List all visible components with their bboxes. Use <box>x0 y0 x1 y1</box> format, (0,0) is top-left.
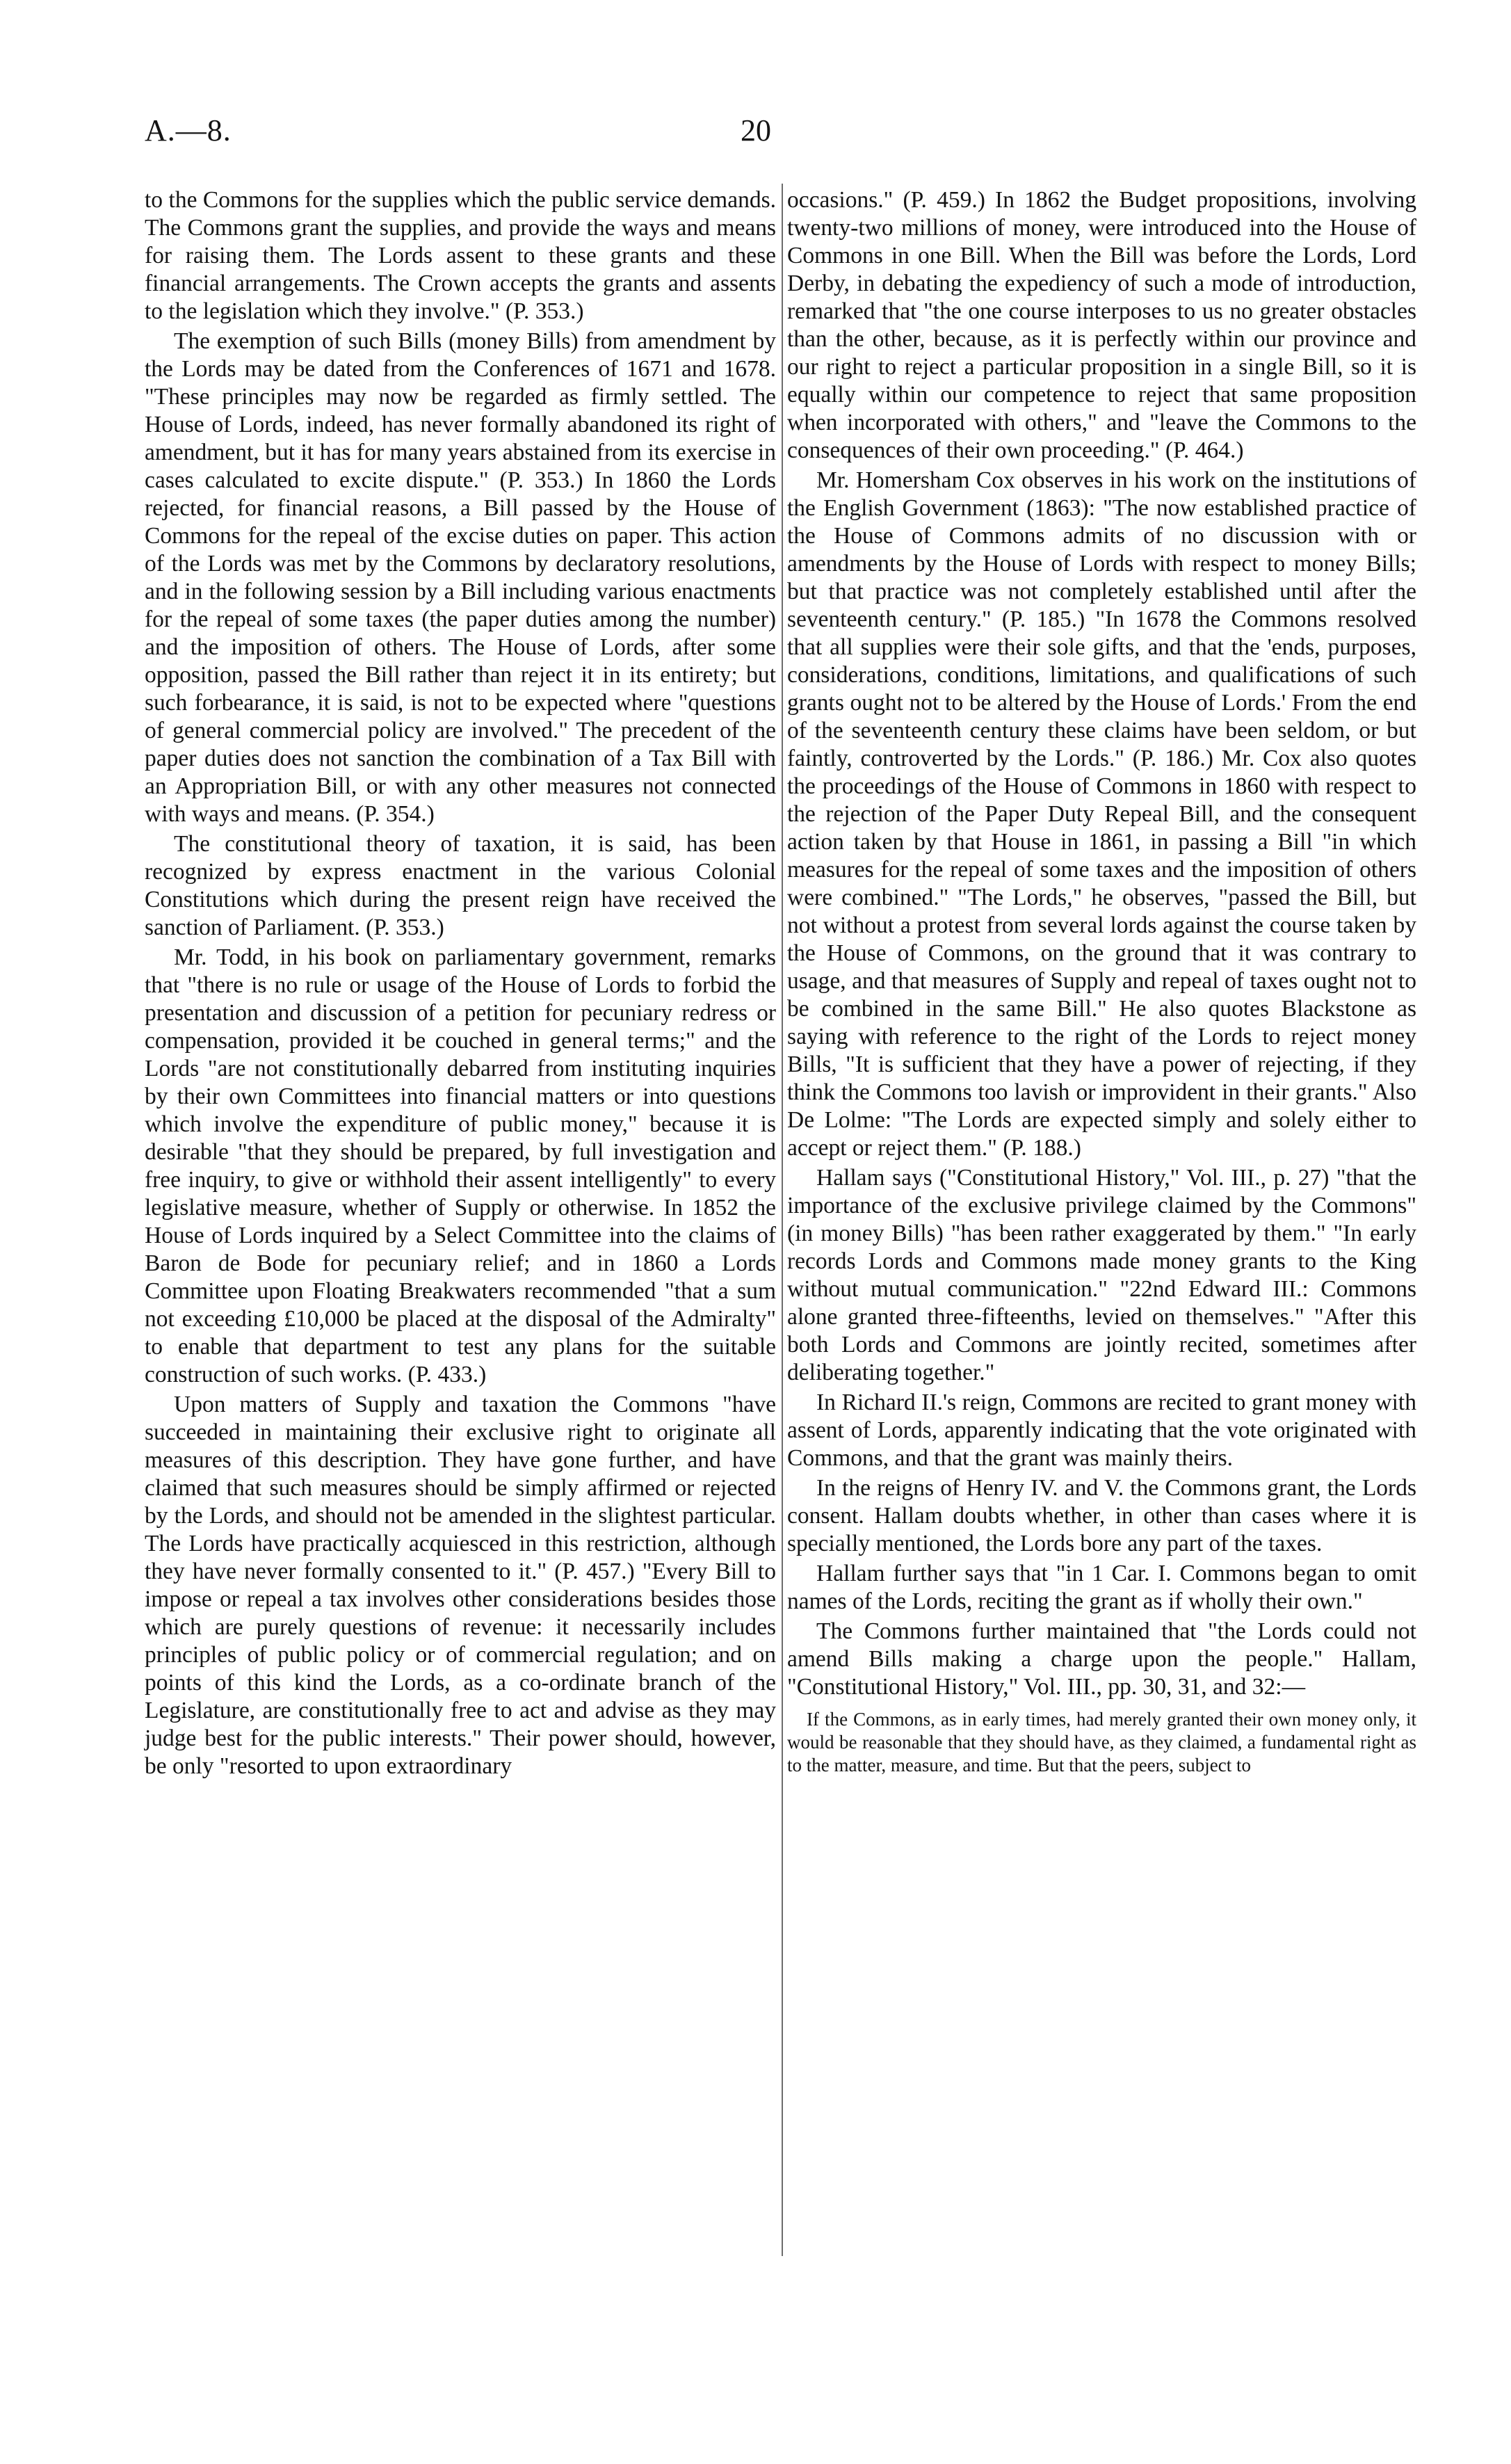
paragraph: In Richard II.'s reign, Commons are recited to grant money with assent of Lords, apparently indicating that the vote originated with Commons, and that the grant was mainly theirs. <box>787 1390 1416 1471</box>
right-column <box>787 186 1416 1777</box>
paragraph: to the Commons for the supplies which the public service demands. The Commons grant the supplies, and provide the ways and means for raising them. The Lords assent to these grants and these financial arrangements. The Crown accepts the grants and assents to the legislation which they involve." (P. 353.) <box>145 187 776 324</box>
paragraph: The Commons further maintained that "the Lords could not amend Bills making a charge upon the people." Hallam, "Constitutional History," Vol. III., pp. 30, 31, and 32:— <box>787 1618 1416 1700</box>
paragraph: Hallam says ("Constitutional History," Vol. III., p. 27) "that the importance of the exclusive privilege claimed by the Commons" (in money Bills) "has been rather exaggerated by them." "In early records Lords and Commons made money grants to the King without mutual communication." "22nd Edward III.: Commons alone granted three-fifteenths, levied on themselves." "After this both Lords and Commons are jointly recited, sometimes after deliberating together." <box>787 1165 1416 1385</box>
paragraph: Mr. Todd, in his book on parliamentary government, remarks that "there is no rule or usage of the House of Lords to forbid the presentation and discussion of a petition for pecuniary redress or compensation, provided it be couched in general terms;" and the Lords "are not constitutionally debarred from instituting inquiries by their own Committees into financial matters or into questions which involve the expenditure of public money," because it is desirable "that they should be prepared, by full investigation and free inquiry, to give or withhold their assent intelligently" to every legislative measure, whether of Supply or otherwise. In 1852 the House of Lords inquired by a Select Committee into the claims of Baron de Bode for pecuniary relief; and in 1860 a Lords Committee upon Floating Breakwaters recommended "that a sum not exceeding £10,000 be placed at the disposal of the Admiralty" to enable that department to test any plans for the suitable construction of such works. (P. 433.) <box>145 944 776 1387</box>
left-column <box>145 186 776 1780</box>
column-divider <box>782 184 783 2256</box>
block-quote: If the Commons, as in early times, had merely granted their own money only, it would be reasonable that they should have, as they claimed, a fundamental right as to the matter, measure, and time. But that the peers, subject to <box>787 1709 1416 1775</box>
paragraph: Mr. Homersham Cox observes in his work on the institutions of the English Government (1863): "The now established practice of the House of Commons admits of no discussion with or amendments by the House of Lords with respect to money Bills; but that practice was not completely established until after the seventeenth century." (P. 185.) "In 1678 the Commons resolved that all supplies were their sole gifts, and that the 'ends, purposes, considerations, conditions, limitations, and qualifications of such grants ought not to be altered by the House of Lords.' From the end of the seventeenth century these claims have been seldom, or but faintly, controverted by the Lords." (P. 186.) Mr. Cox also quotes the proceedings of the House of Commons in 1860 with respect to the rejection of the Paper Duty Repeal Bill, and the consequent action taken by that House in 1861, in passing a Bill "in which measures for the repeal of some taxes and the imposition of others were combined." "The Lords," he observes, "passed the Bill, but not without a protest from several lords against the course taken by the House of Commons, on the ground that it was contrary to usage, and that measures of Supply and repeal of taxes ought not to be combined in the same Bill." He also quotes Blackstone as saying with reference to the right of the Lords to reject money Bills, "It is sufficient that they have a power of rejecting, if they think the Commons too lavish or improvident in their grants." Also De Lolme: "The Lords are expected simply and solely either to accept or reject them." (P. 188.) <box>787 467 1416 1161</box>
paragraph: Hallam further says that "in 1 Car. I. Commons began to omit names of the Lords, reciting the grant as if wholly their own." <box>787 1561 1416 1614</box>
document-reference: A.—8. <box>145 113 232 147</box>
paragraph: In the reigns of Henry IV. and V. the Commons grant, the Lords consent. Hallam doubts whether, in other than cases where it is specially mentioned, the Lords bore any part of the taxes. <box>787 1475 1416 1556</box>
paragraph: The exemption of such Bills (money Bills) from amendment by the Lords may be dated from the Conferences of 1671 and 1678. "These principles may now be regarded as firmly settled. The House of Lords, indeed, has never formally abandoned its right of amendment, but it has for many years abstained from its exercise in cases calculated to excite dispute." (P. 353.) In 1860 the Lords rejected, for financial reasons, a Bill passed by the House of Commons for the repeal of the excise duties on paper. This action of the Lords was met by the Commons by declaratory resolutions, and in the following session by a Bill including various enactments for the repeal of some taxes (the paper duties among the number) and the imposition of others. The House of Lords, after some opposition, passed the Bill rather than reject it in its entirety; but such forbearance, it is said, is not to be expected where "questions of general commercial policy are involved." The precedent of the paper duties does not sanction the combination of a Tax Bill with an Appropriation Bill, or with any other measures not connected with ways and means. (P. 354.) <box>145 328 776 827</box>
page-number: 20 <box>741 113 771 147</box>
paragraph: occasions." (P. 459.) In 1862 the Budget propositions, involving twenty-two millions of money, were introduced into the House of Commons in one Bill. When the Bill was before the Lords, Lord Derby, in debating the expediency of such a mode of introduction, remarked that "the one course interposes to us no greater obstacles than the other, because, as it is perfectly within our province and our right to reject a particular proposition in a single Bill, so it is equally within our competence to reject that same proposition when incorporated with others," and "leave the Commons to the consequences of their own proceeding." (P. 464.) <box>787 187 1416 463</box>
paragraph: Upon matters of Supply and taxation the Commons "have succeeded in maintaining their exclusive right to originate all measures of this description. They have gone further, and have claimed that such measures should be simply affirmed or rejected by the Lords, and should not be amended in the slightest particular. The Lords have practically acquiesced in this restriction, although they have never formally consented to it." (P. 457.) "Every Bill to impose or repeal a tax involves other considerations besides those which are purely questions of revenue: it necessarily includes principles of public policy or of commercial regulation; and on points of this kind the Lords, as a co-ordinate branch of the Legislature, are constitutionally free to act and advise as they may judge best for the public interests." Their power should, however, be only "resorted to upon extraordinary <box>145 1392 776 1779</box>
paragraph: The constitutional theory of taxation, it is said, has been recognized by express enactment in the various Colonial Constitutions which during the present reign have received the sanction of Parliament. (P. 353.) <box>145 831 776 940</box>
